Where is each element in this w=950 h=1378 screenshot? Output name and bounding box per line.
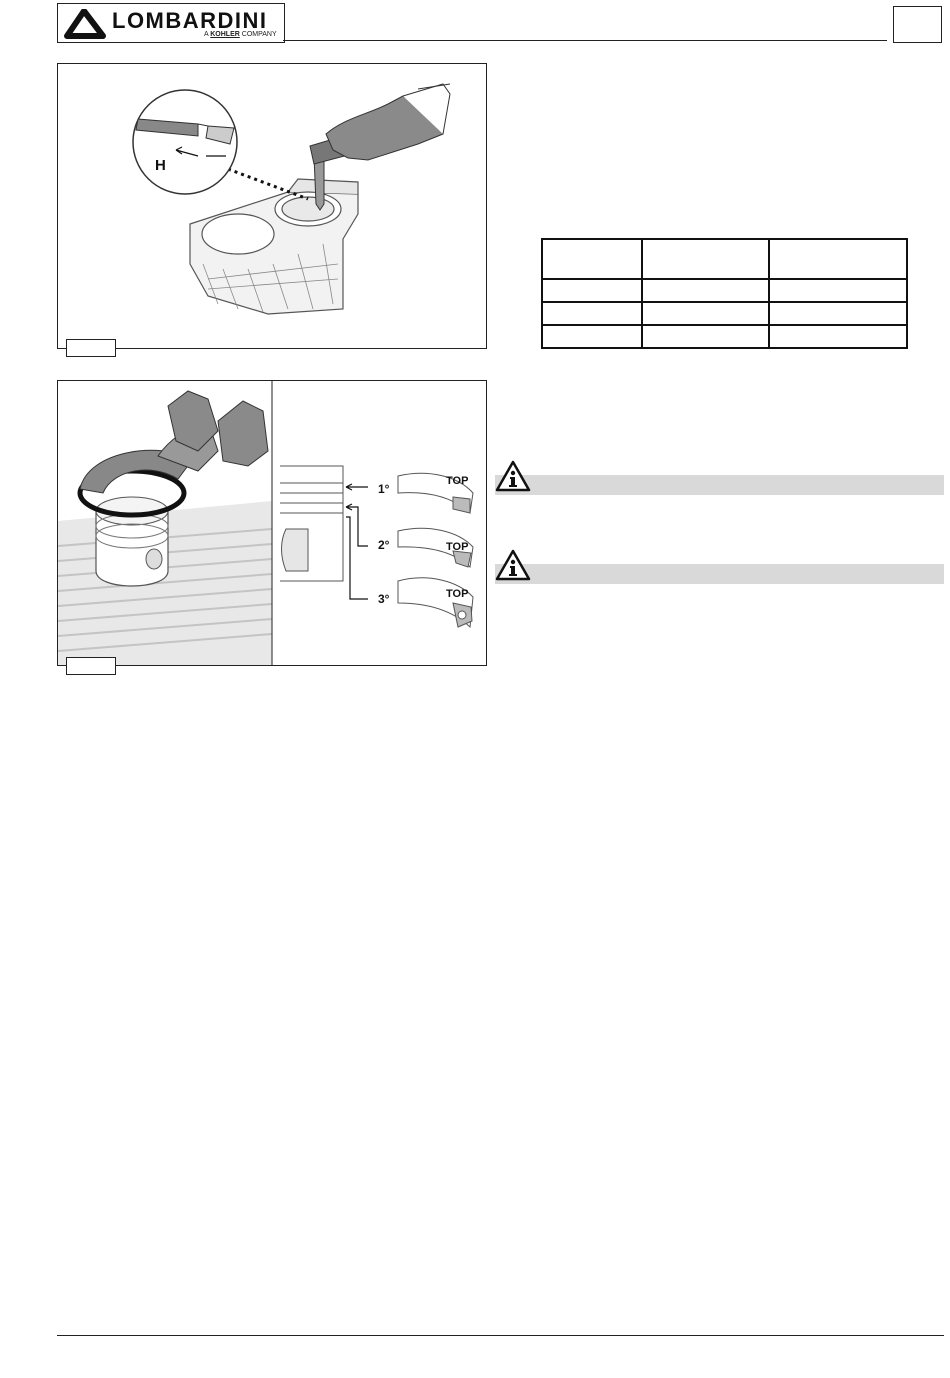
- table-header-row: [542, 239, 907, 279]
- table-cell: [542, 325, 642, 348]
- footer-rule: [57, 1335, 944, 1336]
- figure-ring-gap-measurement: [57, 63, 487, 349]
- table-cell: [769, 302, 907, 325]
- ring-label-2: 2°: [378, 538, 390, 552]
- table-header-cell: [542, 239, 642, 279]
- note-bar-1: [495, 475, 944, 495]
- ring-installation-illustration: [58, 381, 486, 665]
- piston-pliers-drawing: [58, 391, 272, 665]
- figure-1-number-tab: [66, 339, 116, 357]
- ring-label-1: 1°: [378, 482, 390, 496]
- ring-order-drawing: [280, 466, 473, 627]
- table-cell: [642, 325, 769, 348]
- gap-label: H: [155, 157, 166, 174]
- note-bar-2: [495, 564, 944, 584]
- table-cell: [642, 279, 769, 302]
- header-rule: [283, 40, 887, 41]
- top-mark-3: TOP: [446, 588, 469, 600]
- table-cell: [542, 279, 642, 302]
- ring-gap-table: [541, 238, 908, 349]
- ring-label-3: 3°: [378, 592, 390, 606]
- table-cell: [542, 302, 642, 325]
- table-header-cell: [769, 239, 907, 279]
- ring-gap-illustration: [58, 64, 486, 348]
- table-row: [542, 279, 907, 302]
- table-header-cell: [642, 239, 769, 279]
- page-number-box: [893, 6, 942, 43]
- top-mark-2: TOP: [446, 541, 469, 553]
- brand-logo: [57, 3, 285, 43]
- info-icon: [495, 549, 531, 581]
- brand-tagline: A KOHLER COMPANY: [204, 31, 277, 38]
- table-row: [542, 302, 907, 325]
- table-cell: [769, 325, 907, 348]
- table-row: [542, 325, 907, 348]
- top-mark-1: TOP: [446, 475, 469, 487]
- figure-2-number-tab: [66, 657, 116, 675]
- lombardini-triangle-icon: [64, 9, 106, 39]
- info-icon: [495, 460, 531, 492]
- table-cell: [642, 302, 769, 325]
- table-cell: [769, 279, 907, 302]
- figure-ring-installation: [57, 380, 487, 666]
- brand-name: LOMBARDINI: [112, 8, 268, 33]
